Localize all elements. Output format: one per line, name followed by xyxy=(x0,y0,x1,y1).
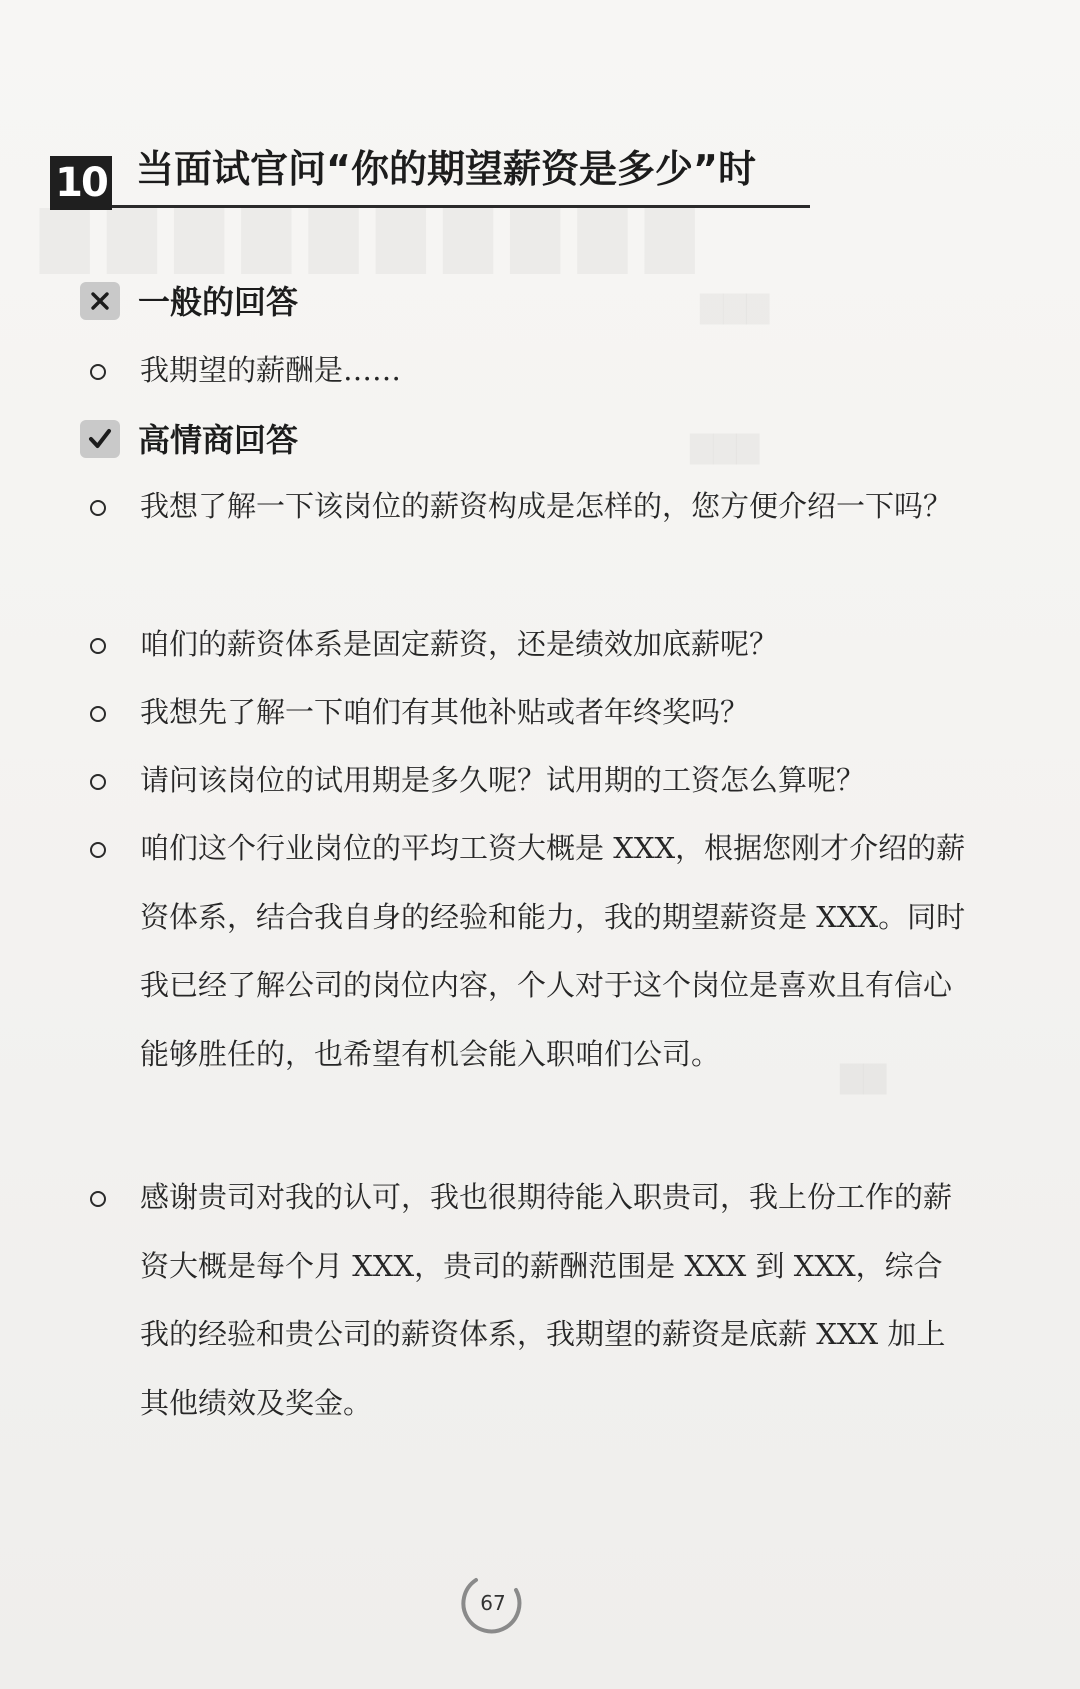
section-number-badge: 10 xyxy=(50,156,112,210)
bullet-circle-icon xyxy=(90,774,106,790)
list-item-text: 请问该岗位的试用期是多久呢？试用期的工资怎么算呢？ xyxy=(140,763,866,797)
section-underline xyxy=(112,205,810,208)
list-item-text: 我期望的薪酬是…… xyxy=(140,353,402,387)
general-answer-label: 一般的回答 xyxy=(138,283,299,321)
bullet-circle-icon xyxy=(90,842,106,858)
list-item-text: 感谢贵司对我的认可，我也很期待能入职贵司，我上份工作的薪资大概是每个月 XXX，贵司的薪酬范围是 XXX 到 XXX，综合我的经验和贵公司的薪资体系，我期望的薪资是底薪 XXX 加上其他绩效及奖金。 xyxy=(140,1180,953,1420)
list-item-text: 我想了解一下该岗位的薪资构成是怎样的，您方便介绍一下吗？ xyxy=(140,489,953,523)
show-through-texture: ▇▇ xyxy=(840,1060,887,1095)
page-number: 67 xyxy=(480,1591,506,1615)
section-title: 当面试官问“你的期望薪资是多少”时 xyxy=(136,147,756,191)
section-header xyxy=(50,142,810,212)
list-item-text: 咱们这个行业岗位的平均工资大概是 XXX，根据您刚才介绍的薪资体系，结合我自身的经验和能力，我的期望薪资是 XXX。同时我已经了解公司的岗位内容，个人对于这个岗位是喜欢且有信心能够胜任的，也希望有机会能入职咱们公司。 xyxy=(140,831,966,1071)
show-through-texture: ▇▇▇ xyxy=(690,430,760,465)
bullet-circle-icon xyxy=(90,638,106,654)
bullet-circle-icon xyxy=(90,500,106,516)
bullet-circle-icon xyxy=(90,364,106,380)
show-through-texture: ▇▇▇▇▇▇▇▇▇▇ xyxy=(40,200,713,274)
page-number-badge xyxy=(458,1568,528,1638)
cross-icon xyxy=(80,282,120,320)
check-icon xyxy=(80,420,120,458)
bullet-circle-icon xyxy=(90,706,106,722)
list-item-text: 我想先了解一下咱们有其他补贴或者年终奖吗？ xyxy=(140,695,750,729)
high-eq-answer-label: 高情商回答 xyxy=(138,421,299,459)
bullet-circle-icon xyxy=(90,1191,106,1207)
list-item-text: 咱们的薪资体系是固定薪资，还是绩效加底薪呢？ xyxy=(140,627,779,661)
show-through-texture: ▇▇▇ xyxy=(700,290,770,325)
